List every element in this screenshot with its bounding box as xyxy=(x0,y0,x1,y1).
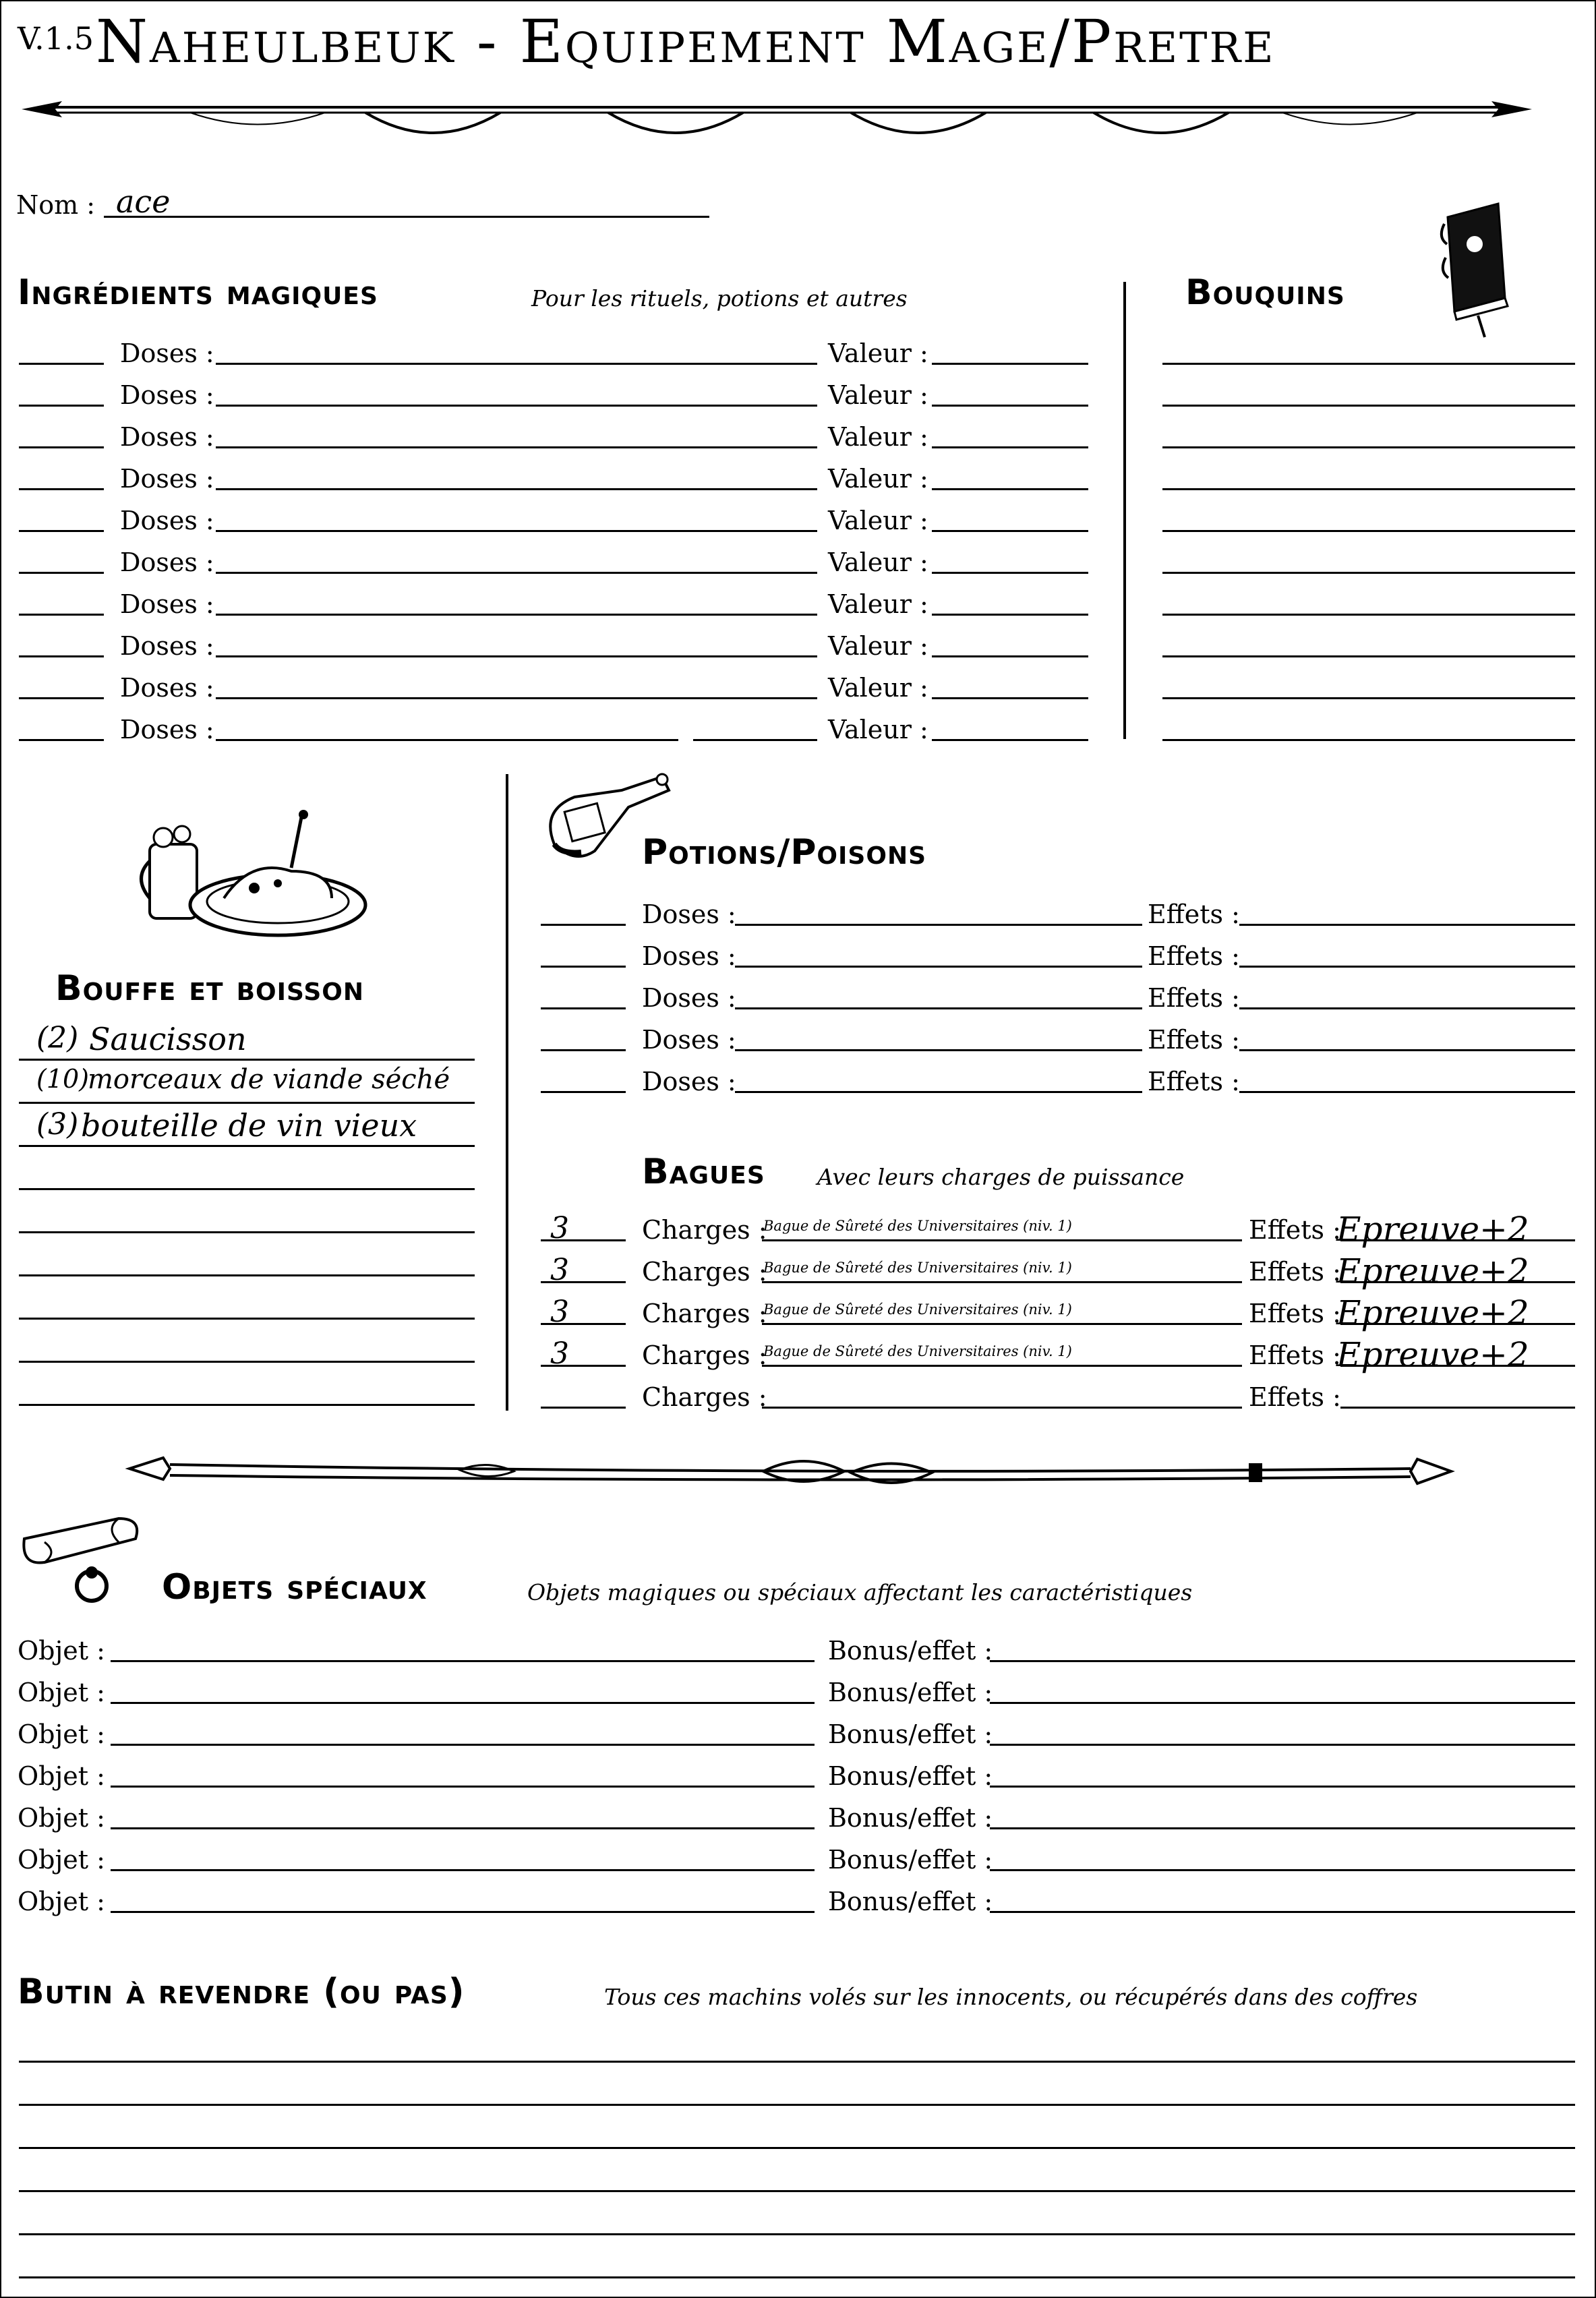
spellbook-icon xyxy=(1438,197,1512,338)
bonus-label: Bonus/effet : xyxy=(828,1887,993,1916)
bouquin-line[interactable] xyxy=(1162,363,1575,365)
ingredient-qty-field[interactable] xyxy=(19,446,104,448)
bague-charges-label: Charges : xyxy=(642,1299,767,1328)
bague-name-line xyxy=(762,1323,1242,1325)
bouffe-line[interactable] xyxy=(19,1404,475,1406)
objet-field[interactable] xyxy=(111,1702,815,1704)
bonus-field[interactable] xyxy=(990,1911,1575,1913)
potion-doses-label: Doses : xyxy=(642,900,736,929)
butin-line[interactable] xyxy=(19,2104,1575,2106)
ingredient-name-field[interactable] xyxy=(693,739,817,741)
bague-name-line xyxy=(762,1407,1242,1409)
bouffe-line xyxy=(19,1145,475,1147)
bague-count[interactable]: 3 xyxy=(550,1211,569,1245)
objets-title: Objets spéciaux xyxy=(162,1567,427,1608)
objet-label: Objet : xyxy=(18,1719,105,1749)
bague-count-line xyxy=(541,1239,626,1241)
potion-qty-field[interactable] xyxy=(541,1049,626,1051)
ingredient-name-field[interactable] xyxy=(216,739,678,741)
bonus-field[interactable] xyxy=(990,1827,1575,1829)
ingredient-name-field[interactable] xyxy=(216,446,817,448)
potion-effets-label: Effets : xyxy=(1148,1067,1240,1096)
potion-qty-field[interactable] xyxy=(541,966,626,968)
ingredient-valeur-label: Valeur : xyxy=(828,506,928,535)
bonus-field[interactable] xyxy=(990,1744,1575,1746)
ingredient-doses-label: Doses : xyxy=(120,715,214,744)
bouffe-item-qty[interactable]: (3) xyxy=(36,1107,79,1142)
bouffe-line[interactable] xyxy=(19,1318,475,1320)
butin-line[interactable] xyxy=(19,2061,1575,2063)
bague-effect[interactable]: Epreuve+2 xyxy=(1336,1251,1529,1291)
bouffe-title: Bouffe et boisson xyxy=(55,968,365,1009)
bague-effect-line xyxy=(1340,1365,1575,1367)
ingredient-valeur-label: Valeur : xyxy=(828,422,928,452)
ingredient-doses-label: Doses : xyxy=(120,422,214,452)
objet-field[interactable] xyxy=(111,1911,815,1913)
ingredient-valeur-field[interactable] xyxy=(932,488,1088,490)
potion-name-field[interactable] xyxy=(735,1049,1142,1051)
potion-effets-field[interactable] xyxy=(1239,1007,1575,1009)
ingredient-qty-field[interactable] xyxy=(19,530,104,532)
bouquin-line[interactable] xyxy=(1162,405,1575,407)
objet-field[interactable] xyxy=(111,1827,815,1829)
bonus-field[interactable] xyxy=(990,1702,1575,1704)
potion-effets-field[interactable] xyxy=(1239,1091,1575,1093)
potion-name-field[interactable] xyxy=(735,924,1142,926)
bouquin-line[interactable] xyxy=(1162,530,1575,532)
sheet-title: Naheulbeuk - Equipement Mage/Pretre xyxy=(96,7,1276,76)
potion-qty-field[interactable] xyxy=(541,1091,626,1093)
potion-effets-label: Effets : xyxy=(1148,983,1240,1013)
center-divider xyxy=(506,774,508,1411)
bouffe-item-text[interactable]: bouteille de vin vieux xyxy=(81,1107,417,1144)
ingredient-name-field[interactable] xyxy=(216,572,817,574)
bague-effect-line xyxy=(1340,1239,1575,1241)
objet-label: Objet : xyxy=(18,1636,105,1666)
bague-count-line xyxy=(541,1407,626,1409)
bouffe-line[interactable] xyxy=(19,1188,475,1190)
bouquin-line[interactable] xyxy=(1162,655,1575,657)
bague-effect-line xyxy=(1340,1281,1575,1283)
potion-doses-label: Doses : xyxy=(642,1067,736,1096)
ingredient-valeur-field[interactable] xyxy=(932,363,1088,365)
bague-charges-label: Charges : xyxy=(642,1340,767,1370)
bonus-label: Bonus/effet : xyxy=(828,1803,993,1833)
objet-label: Objet : xyxy=(18,1761,105,1791)
bague-effets-label: Effets : xyxy=(1249,1257,1341,1287)
bague-name-line xyxy=(762,1239,1242,1241)
bague-name[interactable]: Bague de Sûreté des Universitaires (niv. 1) xyxy=(763,1260,1072,1276)
bouquin-line[interactable] xyxy=(1162,572,1575,574)
bouquin-line[interactable] xyxy=(1162,739,1575,741)
butin-line[interactable] xyxy=(19,2190,1575,2192)
bouquin-line[interactable] xyxy=(1162,446,1575,448)
bouquin-line[interactable] xyxy=(1162,697,1575,699)
ingredient-valeur-label: Valeur : xyxy=(828,338,928,368)
ingredient-qty-field[interactable] xyxy=(19,614,104,616)
ingredients-subtitle: Pour les rituels, potions et autres xyxy=(531,285,908,312)
staff-divider xyxy=(123,1444,1458,1505)
bonus-label: Bonus/effet : xyxy=(828,1636,993,1666)
bouffe-item-text[interactable]: Saucisson xyxy=(89,1021,247,1057)
ingredient-valeur-label: Valeur : xyxy=(828,715,928,744)
food-platter-icon xyxy=(136,797,379,945)
nom-label: Nom : xyxy=(16,190,96,220)
ingredient-valeur-field[interactable] xyxy=(932,530,1088,532)
bague-count[interactable]: 3 xyxy=(550,1295,569,1329)
ingredient-qty-field[interactable] xyxy=(19,363,104,365)
potion-name-field[interactable] xyxy=(735,966,1142,968)
bonus-label: Bonus/effet : xyxy=(828,1678,993,1707)
bouffe-item-qty[interactable]: (2) xyxy=(36,1021,79,1055)
bonus-label: Bonus/effet : xyxy=(828,1845,993,1875)
bague-count-line xyxy=(541,1365,626,1367)
bouffe-item-qty[interactable]: (10) xyxy=(36,1064,90,1094)
ingredient-name-field[interactable] xyxy=(216,405,817,407)
bague-effets-label: Effets : xyxy=(1249,1340,1341,1370)
objet-field[interactable] xyxy=(111,1744,815,1746)
bague-effets-label: Effets : xyxy=(1249,1299,1341,1328)
potion-effets-label: Effets : xyxy=(1148,941,1240,971)
bonus-label: Bonus/effet : xyxy=(828,1719,993,1749)
bague-effect-line xyxy=(1340,1323,1575,1325)
potion-doses-label: Doses : xyxy=(642,1025,736,1055)
ingredient-doses-label: Doses : xyxy=(120,631,214,661)
ingredient-name-field[interactable] xyxy=(216,614,817,616)
bague-count[interactable]: 3 xyxy=(550,1253,569,1287)
bagues-title: Bagues xyxy=(642,1152,765,1192)
ingredient-valeur-field[interactable] xyxy=(932,697,1088,699)
potion-name-field[interactable] xyxy=(735,1091,1142,1093)
objet-label: Objet : xyxy=(18,1887,105,1916)
bague-count[interactable]: 3 xyxy=(550,1336,569,1371)
ingredient-valeur-field[interactable] xyxy=(932,405,1088,407)
bonus-field[interactable] xyxy=(990,1869,1575,1871)
potions-title: Potions/Poisons xyxy=(642,832,927,873)
ingredient-name-field[interactable] xyxy=(216,363,817,365)
ingredient-valeur-label: Valeur : xyxy=(828,464,928,494)
ingredient-qty-field[interactable] xyxy=(19,697,104,699)
bague-charges-label: Charges : xyxy=(642,1257,767,1287)
ingredient-qty-field[interactable] xyxy=(19,739,104,741)
ingredients-divider xyxy=(1123,282,1126,739)
bouffe-line xyxy=(19,1102,475,1104)
ingredient-doses-label: Doses : xyxy=(120,464,214,494)
objet-label: Objet : xyxy=(18,1803,105,1833)
potion-effets-field[interactable] xyxy=(1239,924,1575,926)
objet-field[interactable] xyxy=(111,1786,815,1788)
objet-label: Objet : xyxy=(18,1678,105,1707)
bague-effect[interactable]: Epreuve+2 xyxy=(1336,1293,1529,1332)
bague-count-line xyxy=(541,1323,626,1325)
potion-doses-label: Doses : xyxy=(642,941,736,971)
objet-field[interactable] xyxy=(111,1869,815,1871)
potion-effets-label: Effets : xyxy=(1148,900,1240,929)
ingredient-doses-label: Doses : xyxy=(120,506,214,535)
potion-qty-field[interactable] xyxy=(541,924,626,926)
ingredient-qty-field[interactable] xyxy=(19,405,104,407)
ingredient-doses-label: Doses : xyxy=(120,380,214,410)
bonus-field[interactable] xyxy=(990,1786,1575,1788)
bouffe-line xyxy=(19,1059,475,1061)
potion-effets-field[interactable] xyxy=(1239,1049,1575,1051)
bague-count-line xyxy=(541,1281,626,1283)
bague-charges-label: Charges : xyxy=(642,1382,767,1412)
ingredient-name-field[interactable] xyxy=(216,697,817,699)
bague-name-line xyxy=(762,1365,1242,1367)
bouffe-line[interactable] xyxy=(19,1231,475,1233)
bouquin-line[interactable] xyxy=(1162,614,1575,616)
nom-value[interactable]: ace xyxy=(116,183,171,220)
ingredient-valeur-field[interactable] xyxy=(932,739,1088,741)
ingredient-valeur-label: Valeur : xyxy=(828,673,928,703)
bague-charges-label: Charges : xyxy=(642,1215,767,1245)
butin-title: Butin à revendre (ou pas) xyxy=(18,1972,465,2012)
bouffe-line[interactable] xyxy=(19,1274,475,1276)
ingredient-qty-field[interactable] xyxy=(19,488,104,490)
ingredient-valeur-label: Valeur : xyxy=(828,380,928,410)
butin-line[interactable] xyxy=(19,2233,1575,2235)
ingredient-doses-label: Doses : xyxy=(120,673,214,703)
bague-effect-line xyxy=(1340,1407,1575,1409)
bague-effect[interactable]: Epreuve+2 xyxy=(1336,1210,1529,1249)
bouquins-title: Bouquins xyxy=(1185,272,1345,313)
potion-effets-label: Effets : xyxy=(1148,1025,1240,1055)
butin-line[interactable] xyxy=(19,2276,1575,2278)
bague-effets-label: Effets : xyxy=(1249,1382,1341,1412)
ingredient-qty-field[interactable] xyxy=(19,572,104,574)
ingredient-name-field[interactable] xyxy=(216,655,817,657)
potion-effets-field[interactable] xyxy=(1239,966,1575,968)
ingredient-doses-label: Doses : xyxy=(120,589,214,619)
spear-divider xyxy=(15,89,1539,150)
ingredient-valeur-label: Valeur : xyxy=(828,589,928,619)
ingredients-title: Ingrédients magiques xyxy=(18,272,378,313)
scroll-ring-icon xyxy=(18,1512,152,1613)
ingredient-valeur-field[interactable] xyxy=(932,446,1088,448)
ingredient-valeur-field[interactable] xyxy=(932,655,1088,657)
ingredient-valeur-field[interactable] xyxy=(932,572,1088,574)
objets-subtitle: Objets magiques ou spéciaux affectant les caractéristiques xyxy=(527,1579,1193,1605)
ingredient-valeur-field[interactable] xyxy=(932,614,1088,616)
objet-label: Objet : xyxy=(18,1845,105,1875)
bague-effets-label: Effets : xyxy=(1249,1215,1341,1245)
version-label: V.1.5 xyxy=(18,20,94,57)
bague-name[interactable]: Bague de Sûreté des Universitaires (niv. 1) xyxy=(763,1301,1072,1318)
ingredient-name-field[interactable] xyxy=(216,488,817,490)
potion-name-field[interactable] xyxy=(735,1007,1142,1009)
bague-name-line xyxy=(762,1281,1242,1283)
ingredient-doses-label: Doses : xyxy=(120,548,214,577)
butin-subtitle: Tous ces machins volés sur les innocents, ou récupérés dans des coffres xyxy=(604,1984,1418,2010)
nom-line xyxy=(104,216,709,218)
bouffe-item-text[interactable]: morceaux de viande séché xyxy=(88,1064,450,1095)
butin-line[interactable] xyxy=(19,2147,1575,2149)
ingredient-valeur-label: Valeur : xyxy=(828,631,928,661)
bonus-field[interactable] xyxy=(990,1660,1575,1662)
ingredient-qty-field[interactable] xyxy=(19,655,104,657)
potion-qty-field[interactable] xyxy=(541,1007,626,1009)
ingredient-name-field[interactable] xyxy=(216,530,817,532)
bague-name[interactable]: Bague de Sûreté des Universitaires (niv. 1) xyxy=(763,1218,1072,1234)
bouffe-line[interactable] xyxy=(19,1361,475,1363)
bouquin-line[interactable] xyxy=(1162,488,1575,490)
bonus-label: Bonus/effet : xyxy=(828,1761,993,1791)
potion-doses-label: Doses : xyxy=(642,983,736,1013)
ingredient-valeur-label: Valeur : xyxy=(828,548,928,577)
objet-field[interactable] xyxy=(111,1660,815,1662)
ingredient-doses-label: Doses : xyxy=(120,338,214,368)
bague-name[interactable]: Bague de Sûreté des Universitaires (niv. 1) xyxy=(763,1343,1072,1359)
bague-effect[interactable]: Epreuve+2 xyxy=(1336,1335,1529,1374)
bagues-subtitle: Avec leurs charges de puissance xyxy=(817,1164,1185,1190)
